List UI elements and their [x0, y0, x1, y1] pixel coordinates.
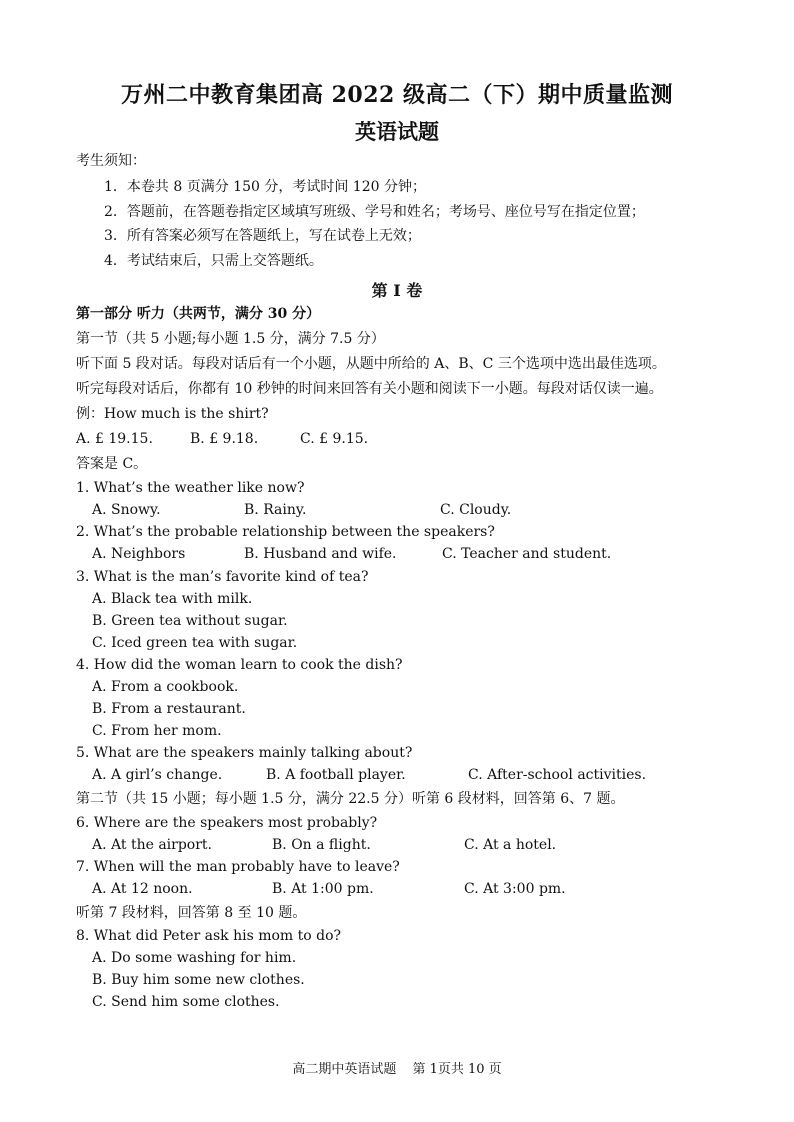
option: A. Snowy.: [92, 502, 161, 518]
option: A. From a cookbook.: [92, 679, 239, 695]
footer-page-number: 第 1页共 10 页: [412, 1062, 502, 1077]
notice-item: 3．所有答案必须写在答题纸上，写在试卷上无效；: [104, 228, 421, 244]
part-title: 第一部分 听力（共两节，满分 30 分）: [76, 306, 321, 322]
question-text: 4. How did the woman learn to cook the dish?: [76, 657, 403, 673]
option: B. From a restaurant.: [92, 701, 246, 717]
option: C. Iced green tea with sugar.: [92, 635, 298, 651]
option: A. At 12 noon.: [92, 881, 193, 897]
example-option-b: B. £ 9.18.: [190, 431, 259, 447]
option: B. Green tea without sugar.: [92, 613, 288, 629]
instruction-line: 听下面 5 段对话。每段对话后有一个小题，从题中所给的 A、B、C 三个选项中选出最佳选项。: [76, 356, 666, 372]
question-text: 3. What is the man’s favorite kind of tea?: [76, 569, 369, 585]
question-text: 5. What are the speakers mainly talking about?: [76, 745, 413, 761]
notice-item: 4．考试结束后，只需上交答题纸。: [104, 253, 323, 269]
option: A. A girl’s change.: [92, 767, 223, 783]
option: C. Teacher and student.: [442, 546, 612, 562]
option: C. At 3:00 pm.: [464, 881, 566, 897]
question-text: 8. What did Peter ask his mom to do?: [76, 928, 342, 944]
option: C. At a hotel.: [464, 837, 557, 853]
option: B. A football player.: [266, 767, 406, 783]
footer-exam-name: 高二期中英语试题: [292, 1062, 397, 1077]
option: B. At 1:00 pm.: [272, 881, 374, 897]
notice-item: 2．答题前，在答题卷指定区域填写班级、学号和姓名；考场号、座位号写在指定位置；: [104, 204, 645, 220]
notice-item: 1．本卷共 8 页满分 150 分，考试时间 120 分钟；: [104, 179, 426, 195]
volume-title: 第 I 卷: [371, 281, 423, 300]
section-title: 第一节（共 5 小题;每小题 1.5 分，满分 7.5 分）: [76, 331, 385, 347]
question-text: 6. Where are the speakers most probably?: [76, 815, 378, 831]
example-question: 例：How much is the shirt?: [76, 406, 269, 422]
option: C. After-school activities.: [468, 767, 647, 783]
option: A. Black tea with milk.: [92, 591, 253, 607]
instruction-line: 听第 7 段材料，回答第 8 至 10 题。: [76, 905, 307, 921]
question-text: 2. What’s the probable relationship between the speakers?: [76, 524, 495, 540]
example-option-a: A. £ 19.15.: [76, 431, 153, 447]
option: A. Neighbors: [92, 546, 186, 562]
option: B. Buy him some new clothes.: [92, 972, 305, 988]
question-text: 1. What’s the weather like now?: [76, 480, 305, 496]
example-option-c: C. £ 9.15.: [300, 431, 369, 447]
section-title: 第二节（共 15 小题；每小题 1.5 分，满分 22.5 分）听第 6 段材料，回答第 6、7 题。: [76, 791, 625, 807]
option: B. On a flight.: [272, 837, 371, 853]
option: A. At the airport.: [92, 837, 213, 853]
instruction-line: 听完每段对话后，你都有 10 秒钟的时间来回答有关小题和阅读下一小题。每段对话仅读一遍。: [76, 381, 663, 397]
option: A. Do some washing for him.: [92, 950, 297, 966]
exam-subtitle: 英语试题: [355, 119, 439, 144]
option: C. From her mom.: [92, 723, 222, 739]
option: C. Send him some clothes.: [92, 994, 280, 1010]
question-text: 7. When will the man probably have to leave?: [76, 859, 400, 875]
option: C. Cloudy.: [440, 502, 512, 518]
notice-heading: 考生须知：: [76, 153, 146, 169]
exam-title: 万州二中教育集团高 2022 级高二（下）期中质量监测: [120, 82, 674, 108]
page-footer: [0, 1058, 794, 1077]
example-answer: 答案是 C。: [76, 456, 148, 472]
option: B. Rainy.: [244, 502, 307, 518]
option: B. Husband and wife.: [244, 546, 397, 562]
